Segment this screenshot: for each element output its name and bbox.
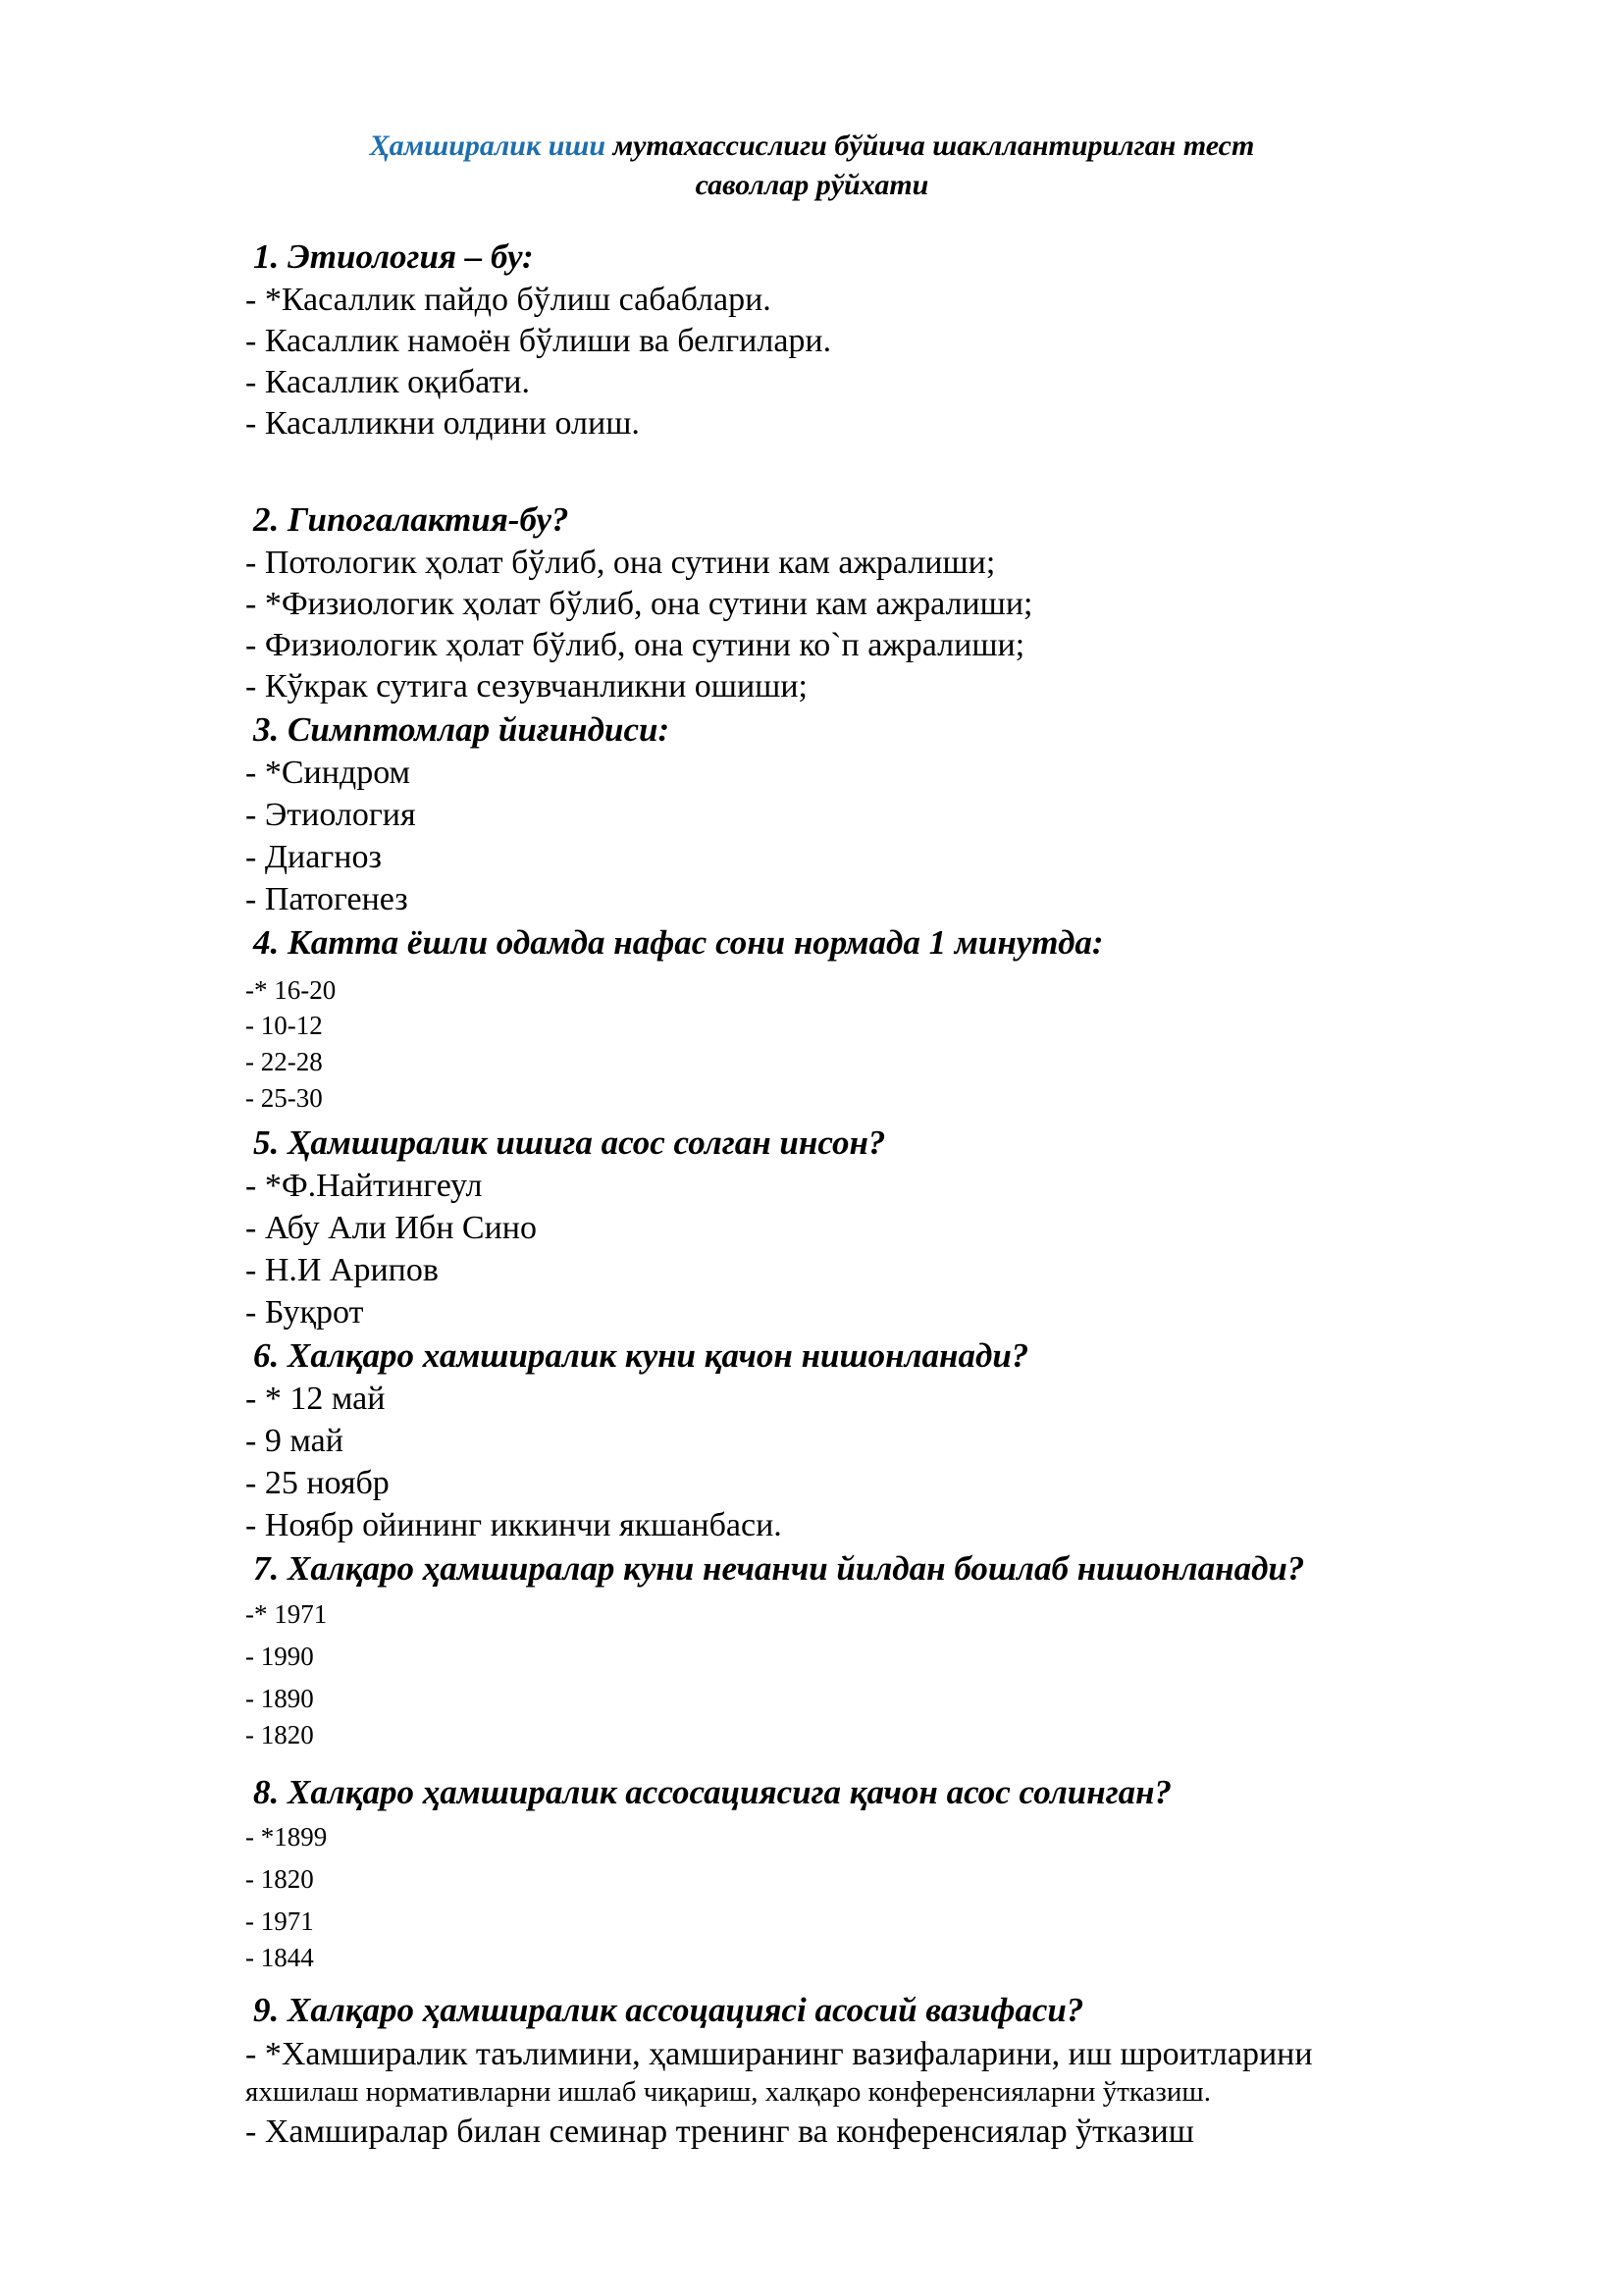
answer-1-c: - Касаллик оқибати. [245,364,530,400]
question-3: 3. Симптомлар йиғиндиси: [253,710,670,749]
answer-5-a: - *Ф.Найтингеул [245,1168,483,1204]
question-5: 5. Ҳамширалик ишига асос солган инсон? [253,1123,886,1162]
answer-4-c: - 22-28 [245,1047,323,1076]
answer-3-b: - Этиология [245,797,416,833]
answer-2-d: - Кўкрак сутига сезувчанликни ошиши; [245,668,809,704]
question-2: 2. Гипогалактия-бу? [253,500,569,539]
title-accent: Ҳамширалик иши [369,130,606,162]
answer-9-a-continued: яхшилаш нормативларни ишлаб чиқариш, халқаро конференсияларни ўтказиш. [245,2076,1211,2108]
answer-3-a: - *Синдром [245,755,411,791]
answer-7-b: - 1990 [245,1642,314,1671]
answer-5-b: - Абу Али Ибн Сино [245,1210,537,1246]
answer-4-b: - 10-12 [245,1011,323,1040]
answer-7-a: -* 1971 [245,1599,328,1629]
answer-4-a: -* 16-20 [245,975,337,1005]
answer-8-a: - *1899 [245,1822,328,1852]
answer-2-c: - Физиологик ҳолат бўлиб, она сутини ко`п ажралиши; [245,627,1025,663]
answer-6-a: - * 12 май [245,1381,386,1417]
question-6: 6. Халқаро хамширалик куни қачон нишонланади? [253,1336,1029,1375]
answer-8-d: - 1844 [245,1943,314,1972]
document-title-line-1 [0,126,1624,167]
question-8: 8. Халқаро ҳамширалик ассосациясига қачон асос солинган? [253,1773,1173,1811]
answer-8-c: - 1971 [245,1906,314,1936]
answer-9-b: - Хамширалар билан семинар тренинг ва конференсиялар ўтказиш [245,2113,1194,2150]
question-7: 7. Халқаро ҳамширалар куни нечанчи йилдан бошлаб нишонланади? [253,1549,1305,1588]
answer-3-d: - Патогенез [245,881,408,917]
answer-6-b: - 9 май [245,1423,343,1459]
answer-5-d: - Буқрот [245,1294,364,1331]
answer-3-c: - Диагноз [245,839,382,875]
answer-1-d: - Касалликни олдини олиш. [245,405,640,442]
answer-2-b: - *Физиологик ҳолат бўлиб, она сутини кам ажралиши; [245,586,1033,622]
answer-5-c: - Н.И Арипов [245,1252,439,1288]
answer-2-a: - Потологик ҳолат бўлиб, она сутини кам ажралиши; [245,545,996,581]
title-rest: мутахассислиги бўйича шакллантирилган тест [605,130,1255,162]
answer-9-a: - *Хамширалик таълимини, ҳамширанинг вазифаларини, иш шроитларини [245,2036,1313,2072]
answer-6-d: - Ноябр ойининг иккинчи якшанбаси. [245,1507,782,1543]
answer-8-b: - 1820 [245,1864,314,1894]
answer-6-c: - 25 ноябр [245,1465,390,1501]
question-9: 9. Халқаро ҳамширалик ассоцациясi асосий вазифаси? [253,1991,1084,2029]
answer-1-b: - Касаллик намоён бўлиши ва белгилари. [245,323,832,359]
question-4: 4. Катта ёшли одамда нафас сони нормада 1 минутда: [253,923,1104,962]
question-1: 1. Этиология – бу: [253,237,534,276]
answer-1-a: - *Касаллик пайдо бўлиш сабаблари. [245,282,771,318]
answer-7-d: - 1820 [245,1720,314,1749]
answer-4-d: - 25-30 [245,1083,323,1113]
document-title-line-2: саволлар рўйхати [695,169,929,201]
answer-7-c: - 1890 [245,1684,314,1713]
